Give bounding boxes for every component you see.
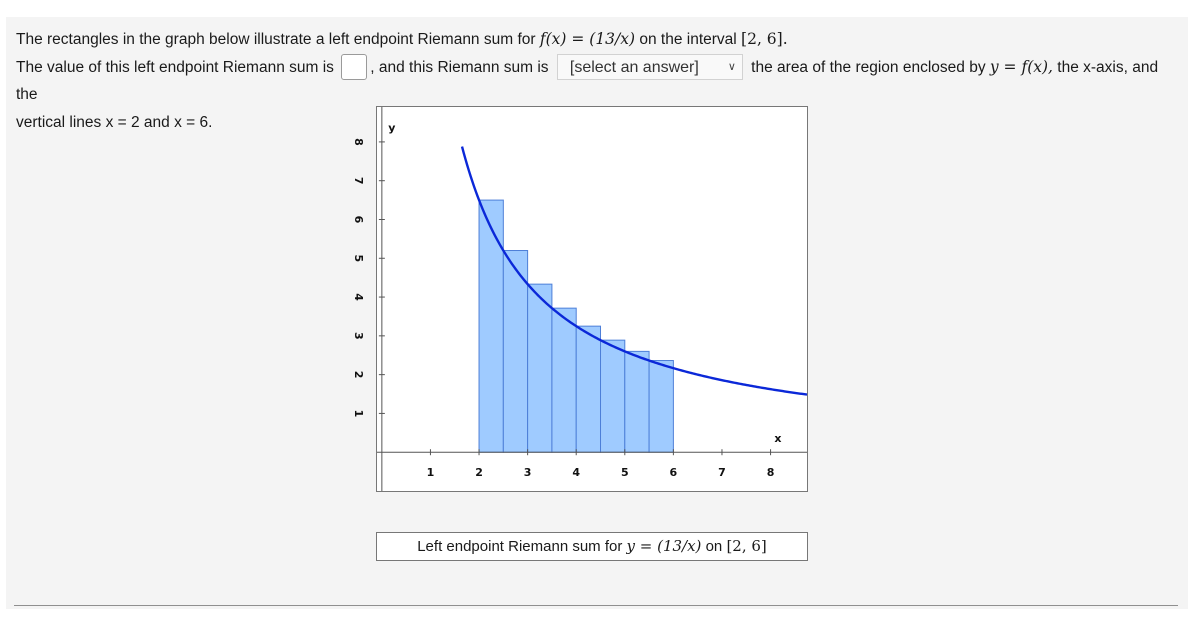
y-tick-label-8: 8 (351, 138, 365, 146)
riemann-rectangle-8 (649, 361, 673, 453)
caption-on: on (701, 538, 727, 555)
riemann-sum-graph (351, 106, 808, 492)
riemann-rectangle-4 (552, 308, 576, 452)
caption-formula: y = (13/x) (626, 537, 702, 555)
y-tick-label-4: 4 (351, 293, 365, 301)
riemann-rectangle-3 (528, 284, 552, 452)
y-tick-label-1: 1 (351, 409, 365, 418)
comparison-select-value: [select an answer] (569, 58, 699, 76)
y-tick-label-3: 3 (351, 332, 365, 340)
x-tick-label-6: 6 (669, 466, 678, 480)
caption-prefix: Left endpoint Riemann sum for (417, 538, 627, 555)
x-tick-label-3: 3 (523, 466, 532, 480)
x-tick-label-1: 1 (426, 466, 435, 480)
x-tick-label-4: 4 (572, 466, 581, 480)
question-line3: vertical lines x = 2 and x = 6. (16, 113, 213, 131)
y-axis-label: y (388, 121, 396, 135)
question-line1-mid: on the interval (635, 31, 742, 48)
divider (14, 605, 1178, 606)
x-tick-label-8: 8 (766, 466, 775, 480)
y-tick-label-7: 7 (351, 176, 365, 185)
question-line2-prefix: The value of this left endpoint Riemann sum is (16, 58, 339, 76)
question-line2-mid: , and this Riemann sum is (370, 58, 553, 76)
x-tick-label-7: 7 (718, 466, 726, 480)
y-tick-label-2: 2 (351, 370, 365, 379)
riemann-rectangle-1 (479, 200, 503, 452)
x-tick-label-5: 5 (620, 466, 629, 480)
x-axis-label: x (774, 432, 782, 446)
x-tick-label-2: 2 (475, 466, 483, 480)
chevron-down-icon: ∨ (727, 60, 736, 73)
graph-caption (376, 532, 808, 561)
riemann-sum-answer-input[interactable] (341, 54, 367, 80)
caption-interval: [2, 6] (726, 537, 767, 555)
y-tick-label-6: 6 (351, 215, 365, 224)
question-line2-suffix: the area of the region enclosed by (746, 58, 990, 76)
comparison-select[interactable] (557, 54, 743, 80)
region-formula: y = f(x), (989, 57, 1053, 76)
question-line1-prefix: The rectangles in the graph below illustrate a left endpoint Riemann sum for (16, 31, 540, 48)
interval-formula: [2, 6]. (741, 30, 788, 48)
question-line2-end: the x-axis, and the (16, 58, 1159, 103)
riemann-rectangle-7 (625, 351, 649, 452)
chart-svg (351, 107, 807, 491)
riemann-rectangle-6 (601, 340, 625, 452)
riemann-rectangle-5 (576, 326, 600, 452)
function-formula: f(x) = (13/x) (539, 30, 636, 48)
y-tick-label-5: 5 (351, 254, 365, 263)
